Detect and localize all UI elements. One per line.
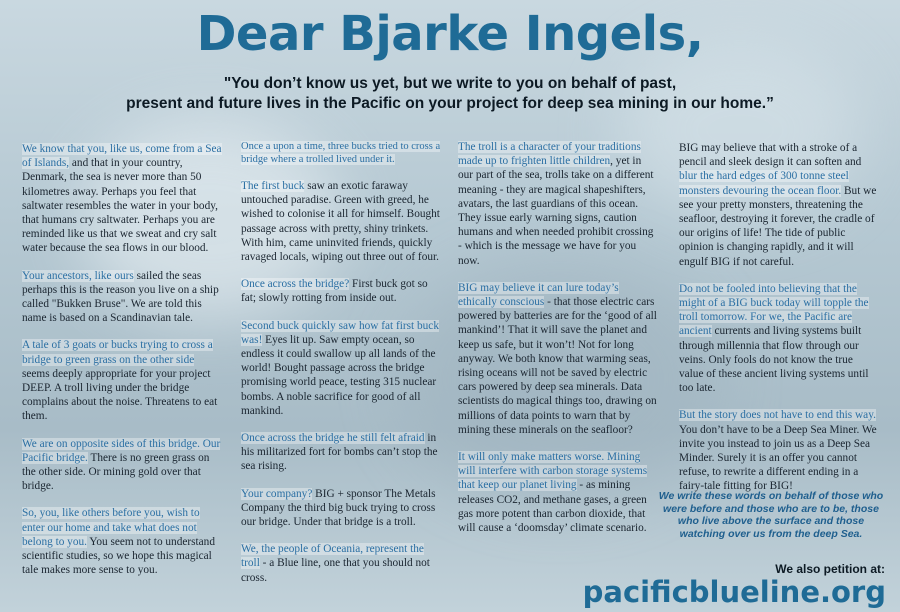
body-text: in his militarized fort for bombs can’t stop the sea rising. <box>241 432 438 473</box>
petition-label: We also petition at: <box>775 562 885 576</box>
body-text: currents and living systems built through millennia that flow through our veins. Only fools do not know the true value of these ancient living systems until too late. <box>679 325 869 395</box>
closing-statement: We write these words on behalf of those who were before and those who are to be, those who live above the surface and those watching over us from the deep Sea. <box>658 490 884 540</box>
highlight: It will only make matters worse. Mining will interfere with carbon storage systems that keep our planet living <box>458 451 648 492</box>
body-text: Eyes lit up. Saw empty ocean, so endless it could swallow up all lands of the world! Bought passage across the bridge promising world peace, testing 315 nuclear bombs. A noble sacrifice for good of all mankind. <box>241 333 437 417</box>
paragraph <box>241 487 441 530</box>
paragraph <box>22 437 222 494</box>
body-text: , yet in our part of the sea, trolls take on a different meaning - they are magical shapeshifters, avatars, the last guardians of this ocean. They issue early warning signs, caution humans and when needed prohibit crossing - which is the message we have for you now. <box>458 155 654 267</box>
paragraph <box>458 450 658 535</box>
paragraph <box>241 319 441 418</box>
paragraph <box>458 140 658 268</box>
body-text: sailed the seas perhaps this is the reason you live on a ship called "Bukken Bruse". We are told this name is based on a Scandinavian tale. <box>22 269 219 325</box>
body-text: and that in your country, Denmark, the sea is never more than 50 kilometres away. Perhaps you feel that saltwater resembles the water in your body, that humans cry saltwater. Perhaps you are reminded like us that we sweat and cry salt water because the sea flows in our blood. <box>22 157 218 255</box>
body-text: You don’t have to be a Deep Sea Miner. We invite you instead to join us as a Deep Sea Minder. Surely it is an offer you cannot refuse, to rewrite a different ending in a fairy-tale fitting for BIG! <box>679 423 877 493</box>
paragraph <box>241 431 441 474</box>
highlight: We know that you, like us, come from a Sea of Islands, <box>22 143 222 170</box>
paragraph <box>22 269 222 326</box>
highlight: Once across the bridge he still felt afraid <box>241 432 425 445</box>
highlight: Once a upon a time, three bucks tried to cross a bridge where a trolled lived under it. <box>241 141 441 165</box>
highlight: We are on opposite sides of this bridge. Our Pacific bridge. <box>22 437 221 464</box>
body-text: There is no green grass on the other side. Or mining gold over that bridge. <box>22 451 210 493</box>
highlight: A tale of 3 goats or bucks trying to cross a bridge to green grass on the other side <box>22 339 213 366</box>
highlight: But the story does not have to end this way. <box>679 409 876 422</box>
column-3 <box>458 140 658 535</box>
body-text: - that those electric cars powered by batteries are for the ‘good of all mankind’! That it will save the planet and keep us safe, but it won’t! Not for long anyway. We both know that warming seas, rising oceans will not be saved by electric cars powered by deep sea minerals. Data scientists do magical things too, drawing on millions of data points to warn that by mining these minerals on the seafloor? <box>458 296 657 436</box>
paragraph <box>241 140 441 166</box>
body-text: - as mining releases CO2, and methane gases, a green gas more potent than carbon dioxide, that will cause a ‘doomsday’ climate scenario. <box>458 479 647 535</box>
body-text: - a Blue line, one that you should not cross. <box>241 557 430 584</box>
paragraph <box>458 281 658 437</box>
paragraph <box>22 506 222 577</box>
body-text: BIG may believe that with a stroke of a pencil and sleek design it can soften and <box>679 142 862 169</box>
page-title: Dear Bjarke Ingels, <box>196 6 704 62</box>
highlight: Once across the bridge? <box>241 278 350 291</box>
paragraph <box>679 408 879 493</box>
paragraph <box>679 141 879 269</box>
paragraph <box>241 179 441 264</box>
highlight: The troll is a character of your traditions made up to frighten little children <box>458 141 641 168</box>
body-text: But we see your pretty monsters, threatening the seafloor, destroying it forever, the cradle of our origins of life! The tide of public opinion is changing rapidly, and it will engulf BIG if not careful. <box>679 184 877 268</box>
column-2 <box>241 140 441 585</box>
paragraph <box>22 142 222 256</box>
highlight: BIG may believe it can lure today’s ethically conscious <box>458 281 619 309</box>
paragraph <box>241 277 441 305</box>
highlight: We, the people of Oceania, represent the troll <box>241 543 424 570</box>
column-4 <box>679 141 879 494</box>
subtitle-line-1: "You don’t know us yet, but we write to you on behalf of past, <box>223 75 677 92</box>
paragraph <box>22 338 222 423</box>
paragraph <box>241 542 441 585</box>
subtitle-line-2: present and future lives in the Pacific on your project for deep sea mining in our home.” <box>126 95 774 112</box>
body-text: seems deeply appropriate for your project DEEP. A troll living under the bridge complains about the noise. Threatens to eat them. <box>22 367 218 423</box>
highlight: Second buck quickly saw how fat first buck was! <box>241 319 439 346</box>
highlight: Your ancestors, like ours <box>22 269 134 282</box>
highlight: Your company? <box>241 487 313 500</box>
body-text: You seem not to understand scientific studies, so we hope this magical tale makes more sense to you. <box>22 535 215 577</box>
body-text: BIG + sponsor The Metals Company the third big buck trying to cross our bridge. Under that bridge is a troll. <box>241 487 436 529</box>
highlight: blur the hard edges of 300 tonne steel monsters devouring the ocean floor. <box>679 170 849 197</box>
paragraph <box>679 282 879 396</box>
body-text: First buck got so fat; slowly rotting from inside out. <box>241 278 428 305</box>
website-link[interactable]: pacificblueline.org <box>582 575 886 609</box>
column-1 <box>22 140 222 577</box>
highlight: The first buck <box>241 180 305 192</box>
highlight: Do not be fooled into believing that the might of a BIG buck today will topple the troll tomorrow. For we, the Pacific are ancient <box>679 282 869 338</box>
highlight: So, you, like others before you, wish to enter our home and take what does not belong to you. <box>22 507 200 548</box>
body-text: saw an exotic faraway untouched paradise. Green with greed, he wished to colonise it all for himself. Bought passage across with pretty, shiny trinkets. With him, came uninvited friends, quickly ravaged locals, wiping out three out of four. <box>241 180 440 264</box>
